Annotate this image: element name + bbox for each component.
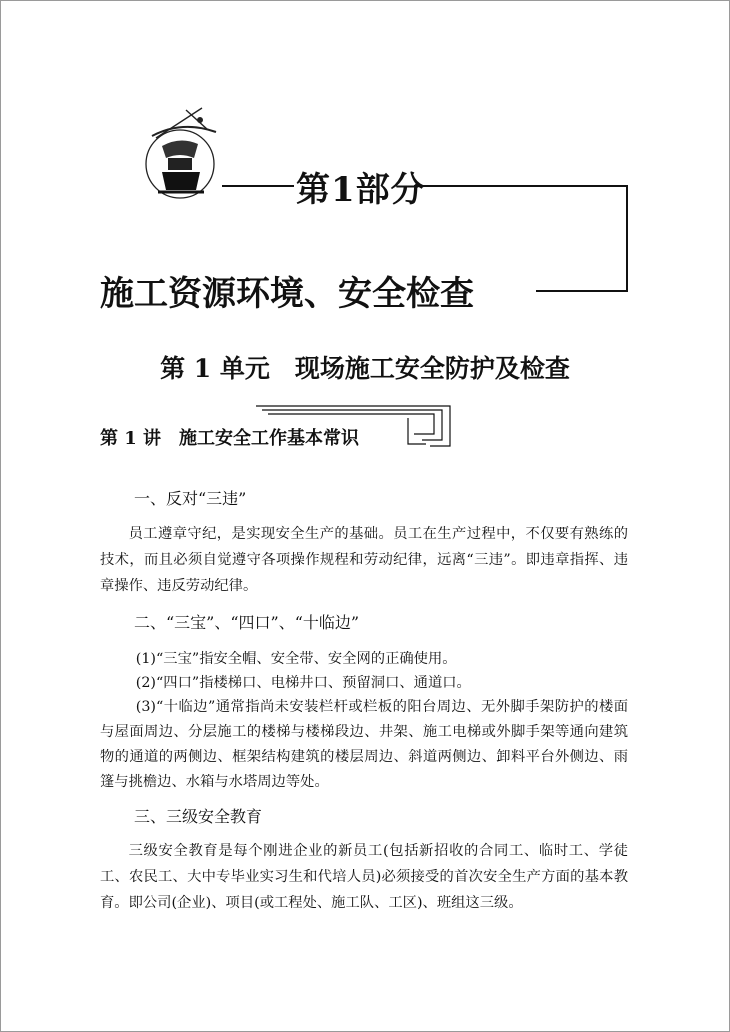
section-heading: 二、“三宝”、“四口”、“十临边” (134, 613, 360, 632)
lecture-title: 第 1 讲 施工安全工作基本常识 (100, 428, 360, 449)
section-heading: 一、反对“三违” (134, 489, 247, 508)
part-subtitle: 施工资源环境、安全检查 (100, 274, 474, 314)
part-rule-bottom (536, 290, 628, 292)
part-title: 第1部分 (296, 170, 426, 210)
list-item: (2)“四口”指楼梯口、电梯井口、预留洞口、通道口。 (135, 675, 471, 691)
part-rule-right (414, 185, 628, 187)
list-item: (3)“十临边”通常指尚未安装栏杆或栏板的阳台周边、无外脚手架防护的楼面与屋面周边、分层施工的楼梯与楼梯段边、井架、施工电梯或外脚手架等通向建筑物的通道的两侧边、框架结构建筑的楼层周边、斜道两侧边、卸料平台外侧边、雨篷与挑檐边、水箱与水塔周边等处。 (100, 699, 628, 790)
part-rule-left (222, 185, 294, 187)
section-paragraph: 员工遵章守纪，是实现安全生产的基础。员工在生产过程中，不仅要有熟练的技术，而且必须自觉遵守各项操作规程和劳动纪律，远离“三违”。即违章指挥、违章操作、违反劳动纪律。 (100, 526, 628, 594)
section-heading: 三、三级安全教育 (134, 807, 263, 826)
list-item: (1)“三宝”指安全帽、安全带、安全网的正确使用。 (135, 651, 457, 667)
section-paragraph: 三级安全教育是每个刚进企业的新员工(包括新招收的合同工、临时工、学徒工、农民工、大中专毕业实习生和代培人员)必须接受的首次安全生产方面的基本教育。即公司(企业)、项目(或工程处、施工队、工区)、班组这三级。 (100, 843, 628, 911)
part-rule-vertical (626, 185, 628, 291)
unit-title: 第 1 单元 现场施工安全防护及检查 (160, 354, 570, 383)
engraving-figure-icon (142, 102, 222, 214)
